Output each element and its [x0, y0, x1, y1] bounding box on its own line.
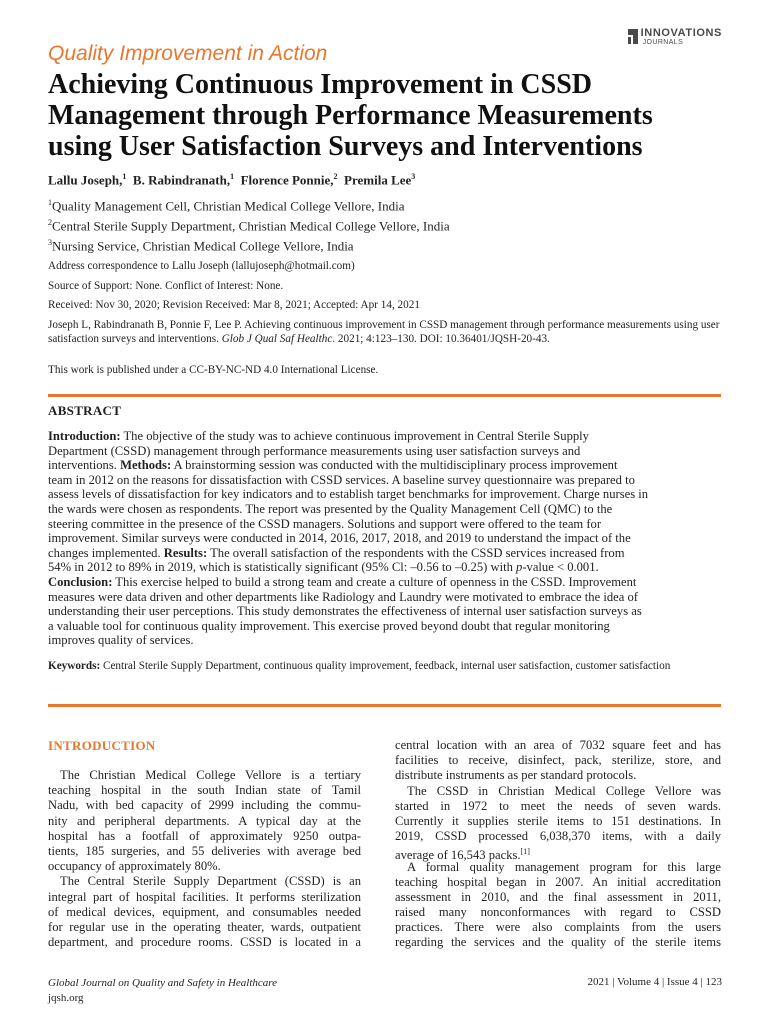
footer-site-link[interactable]: jqsh.org — [48, 992, 84, 1004]
author-list — [48, 172, 415, 188]
keywords-label: Keywords: — [48, 660, 101, 672]
body-text-line: A formal quality management program for this large — [407, 859, 721, 874]
abstract-line — [48, 633, 722, 648]
title-line: Achieving Continuous Improvement in CSSD — [48, 69, 593, 100]
author-affil-mark: 1 — [122, 172, 127, 181]
abstract-text-run: Results: — [163, 545, 208, 560]
body-text-line: department, and procedure rooms. CSSD is located in a — [48, 935, 361, 950]
body-text-line: occupancy of approximately 80%. — [48, 859, 221, 874]
abstract-text-run: 54% in 2012 to 89% in 2019, which is statistically significant (95% Cl: –0.56 to –0.25) with — [48, 560, 517, 575]
license-note[interactable]: This work is published under a CC-BY-NC-ND 4.0 International License. — [48, 364, 379, 376]
abstract-text-run: p — [516, 560, 523, 575]
abstract-text-run: The overall satisfaction of the respondents with the CSSD services increased from — [207, 545, 625, 560]
right-column-text — [395, 738, 721, 951]
abstract-line — [48, 575, 722, 590]
body-text-line: central location with an area of 7032 square feet and has — [395, 738, 721, 752]
article-title — [48, 69, 738, 162]
body-text-line: practices. There were also complaints from the users — [395, 920, 721, 935]
body-text-line: nity and peripheral departments. A typical day at the — [48, 813, 361, 828]
abstract-text-run: steering committee in the presence of the CSSD managers. Solutions and support were offered to the team for — [48, 516, 602, 531]
abstract-text-run: A brainstorming session was conducted with the multidisciplinary process improvement — [171, 458, 618, 473]
abstract-top-rule — [48, 394, 721, 397]
body-text-line: teaching hospital in the south Indian state of Tamil — [48, 783, 361, 798]
abstract-text-run: assess levels of dissatisfaction for key indicators and to establish target benchmarks for improvement. Charge nurses in — [48, 487, 649, 502]
keywords — [48, 660, 722, 674]
left-column — [48, 738, 361, 950]
abstract-text-run: measures were data driven and other departments like Radiology and Laundry were motivated to embrace the idea of — [48, 589, 638, 604]
abstract-line — [48, 531, 722, 546]
body-text-line: facilities to receive, disinfect, pack, sterilize, store, and — [395, 753, 721, 768]
citation-text: Joseph L, Rabindranath B, Ponnie F, Lee P. Achieving continuous improvement in CSSD management through performance measurements using user satisfaction surveys and interventions. — [48, 319, 720, 345]
body-text-line: of medical devices, equipment, and consumables needed — [48, 904, 361, 919]
article-dates: Received: Nov 30, 2020; Revision Received: Mar 8, 2021; Accepted: Apr 14, 2021 — [48, 299, 420, 311]
publisher-logo[interactable] — [628, 28, 722, 46]
body-text-line: regarding the services and the quality of the sterile items — [395, 935, 721, 950]
abstract-text-run: changes implemented. — [48, 545, 164, 560]
affiliations — [48, 195, 450, 254]
abstract-line — [48, 517, 722, 532]
body-text-line: The Central Sterile Supply Department (CSSD) is an — [60, 874, 361, 889]
body-text-line: tients, 185 surgeries, and 55 deliveries with average bed — [48, 843, 361, 858]
reference-citation[interactable]: [1] — [520, 847, 530, 857]
abstract-line — [48, 619, 722, 634]
abstract-bottom-rule — [48, 704, 721, 707]
publisher-name: INNOVATIONS — [640, 27, 722, 39]
publisher-subname: JOURNALS — [642, 39, 684, 46]
abstract-line — [48, 487, 722, 502]
body-text-line: integral part of hospital facilities. It performs sterilization — [48, 889, 361, 904]
abstract-text-run: improvement. Similar surveys were conducted in 2014, 2016, 2017, 2018, and 2019 to understand the impact of the — [48, 531, 631, 546]
keywords-text: Central Sterile Supply Department, continuous quality improvement, feedback, internal user satisfaction, customer satisfaction — [100, 660, 671, 672]
body-text-line: raised many nonconformances with regard to CSSD — [395, 905, 721, 920]
introduction-heading: INTRODUCTION — [48, 738, 156, 753]
footer-journal-name: Global Journal on Quality and Safety in Healthcare — [48, 977, 278, 989]
section-label: Quality Improvement in Action — [48, 42, 328, 65]
abstract-line — [48, 604, 722, 619]
affiliation — [48, 235, 450, 255]
abstract-text-run: a valuable tool for continuous quality improvement. This exercise proved beyond doubt that regular monitoring — [48, 618, 610, 633]
abstract-line — [48, 473, 722, 488]
abstract-line — [48, 444, 722, 459]
title-line: Management through Performance Measurements — [48, 100, 653, 131]
abstract-line — [48, 546, 722, 561]
footer-issue-info: 2021 | Volume 4 | Issue 4 | 123 — [587, 976, 722, 988]
citation — [48, 319, 722, 346]
body-text-line: Currently it supplies sterile items to 151 destinations. In — [395, 813, 721, 828]
affiliation-mark: 3 — [48, 237, 52, 247]
title-line: using User Satisfaction Surveys and Interventions — [48, 131, 643, 162]
citation-details[interactable]: . 2021; 4:123–130. DOI: 10.36401/JQSH-20-43. — [332, 332, 550, 345]
correspondence[interactable]: Address correspondence to Lallu Joseph (lallujoseph@hotmail.com) — [48, 260, 355, 272]
right-column — [395, 738, 721, 951]
publisher-logo-icon — [628, 29, 638, 44]
abstract-heading: ABSTRACT — [48, 403, 122, 418]
abstract-text-run: Methods: — [120, 458, 172, 473]
affiliation-mark: 1 — [48, 198, 52, 207]
author-affil-mark: 2 — [333, 172, 338, 181]
body-text-line: The Christian Medical College Vellore is a tertiary — [60, 768, 361, 782]
body-text-line: hospital has a footfall of approximately 9250 outpa- — [48, 828, 361, 843]
abstract-text-run: improves quality of services. — [48, 633, 194, 648]
abstract-line — [48, 458, 722, 473]
abstract-text-run: understanding their user perceptions. This study demonstrates the effectiveness of internal user satisfaction surveys as — [48, 604, 642, 619]
body-text-line: Nadu, with bed capacity of 2999 including the commu- — [48, 798, 361, 813]
abstract-text-run: the wards were chosen as respondents. The report was presented by the Quality Management Cell (QMC) to the — [48, 501, 613, 516]
abstract-text-run: Conclusion: — [48, 574, 113, 589]
author-name: B. Rabindranath, — [132, 172, 231, 188]
body-text-line: for regular use in the operating theater, wards, outpatient — [48, 919, 361, 934]
abstract-line — [48, 590, 722, 605]
body-text-line: 2019, CSSD processed 6,038,370 items, with a daily — [395, 829, 721, 844]
body-text-line: assessment in 2010, and the final assessment in 2011, — [395, 889, 721, 904]
abstract-text-run: interventions. — [48, 458, 121, 473]
affiliation-text: Nursing Service, Christian Medical College Vellore, India — [52, 237, 354, 253]
abstract-line — [48, 429, 722, 444]
author-affil-mark: 3 — [411, 172, 416, 181]
affiliation-mark: 2 — [48, 217, 52, 227]
abstract-text-run: Introduction: — [48, 429, 121, 443]
abstract-text-run: The objective of the study was to achieve continuous improvement in Central Sterile Supply — [120, 429, 589, 443]
abstract-text-run: -value < 0.001. — [522, 560, 599, 575]
abstract-text-run: This exercise helped to build a strong team and create a culture of openness in the CSSD. Improvement — [112, 574, 637, 589]
abstract-text-run: team in 2012 on the reasons for dissatisfaction with CSSD services. A baseline survey questionnaire was prepared to — [48, 472, 635, 487]
author-name: Florence Ponnie, — [240, 172, 334, 188]
abstract-line — [48, 560, 722, 575]
left-column-text — [48, 768, 361, 950]
citation-journal: Glob J Qual Saf Healthc — [221, 332, 333, 345]
body-text-line: started in 1972 to meet the needs of seven wards. — [395, 798, 721, 813]
abstract-text-run: Department (CSSD) management through performance measurements using user satisfaction surveys and — [48, 443, 581, 458]
footer-journal — [48, 976, 277, 1006]
author-name: Lallu Joseph, — [48, 172, 123, 188]
body-text-line: distribute instruments as per standard protocols. — [395, 768, 637, 783]
abstract-body — [48, 429, 722, 648]
body-text-line: average of 16,543 packs.[1] — [395, 847, 530, 863]
body-text-line: The CSSD in Christian Medical College Vellore was — [407, 783, 721, 798]
affiliation-text: Quality Management Cell, Christian Medical College Vellore, India — [52, 198, 405, 214]
source-of-support: Source of Support: None. Conflict of Interest: None. — [48, 280, 284, 292]
affiliation — [48, 215, 450, 235]
abstract-line — [48, 502, 722, 517]
affiliation — [48, 195, 450, 215]
body-text-line: teaching hospital began in 2007. An initial accreditation — [395, 874, 721, 889]
author-name: Premila Lee — [344, 172, 412, 188]
affiliation-text: Central Sterile Supply Department, Christian Medical College Vellore, India — [52, 218, 450, 234]
author-affil-mark: 1 — [230, 172, 235, 181]
